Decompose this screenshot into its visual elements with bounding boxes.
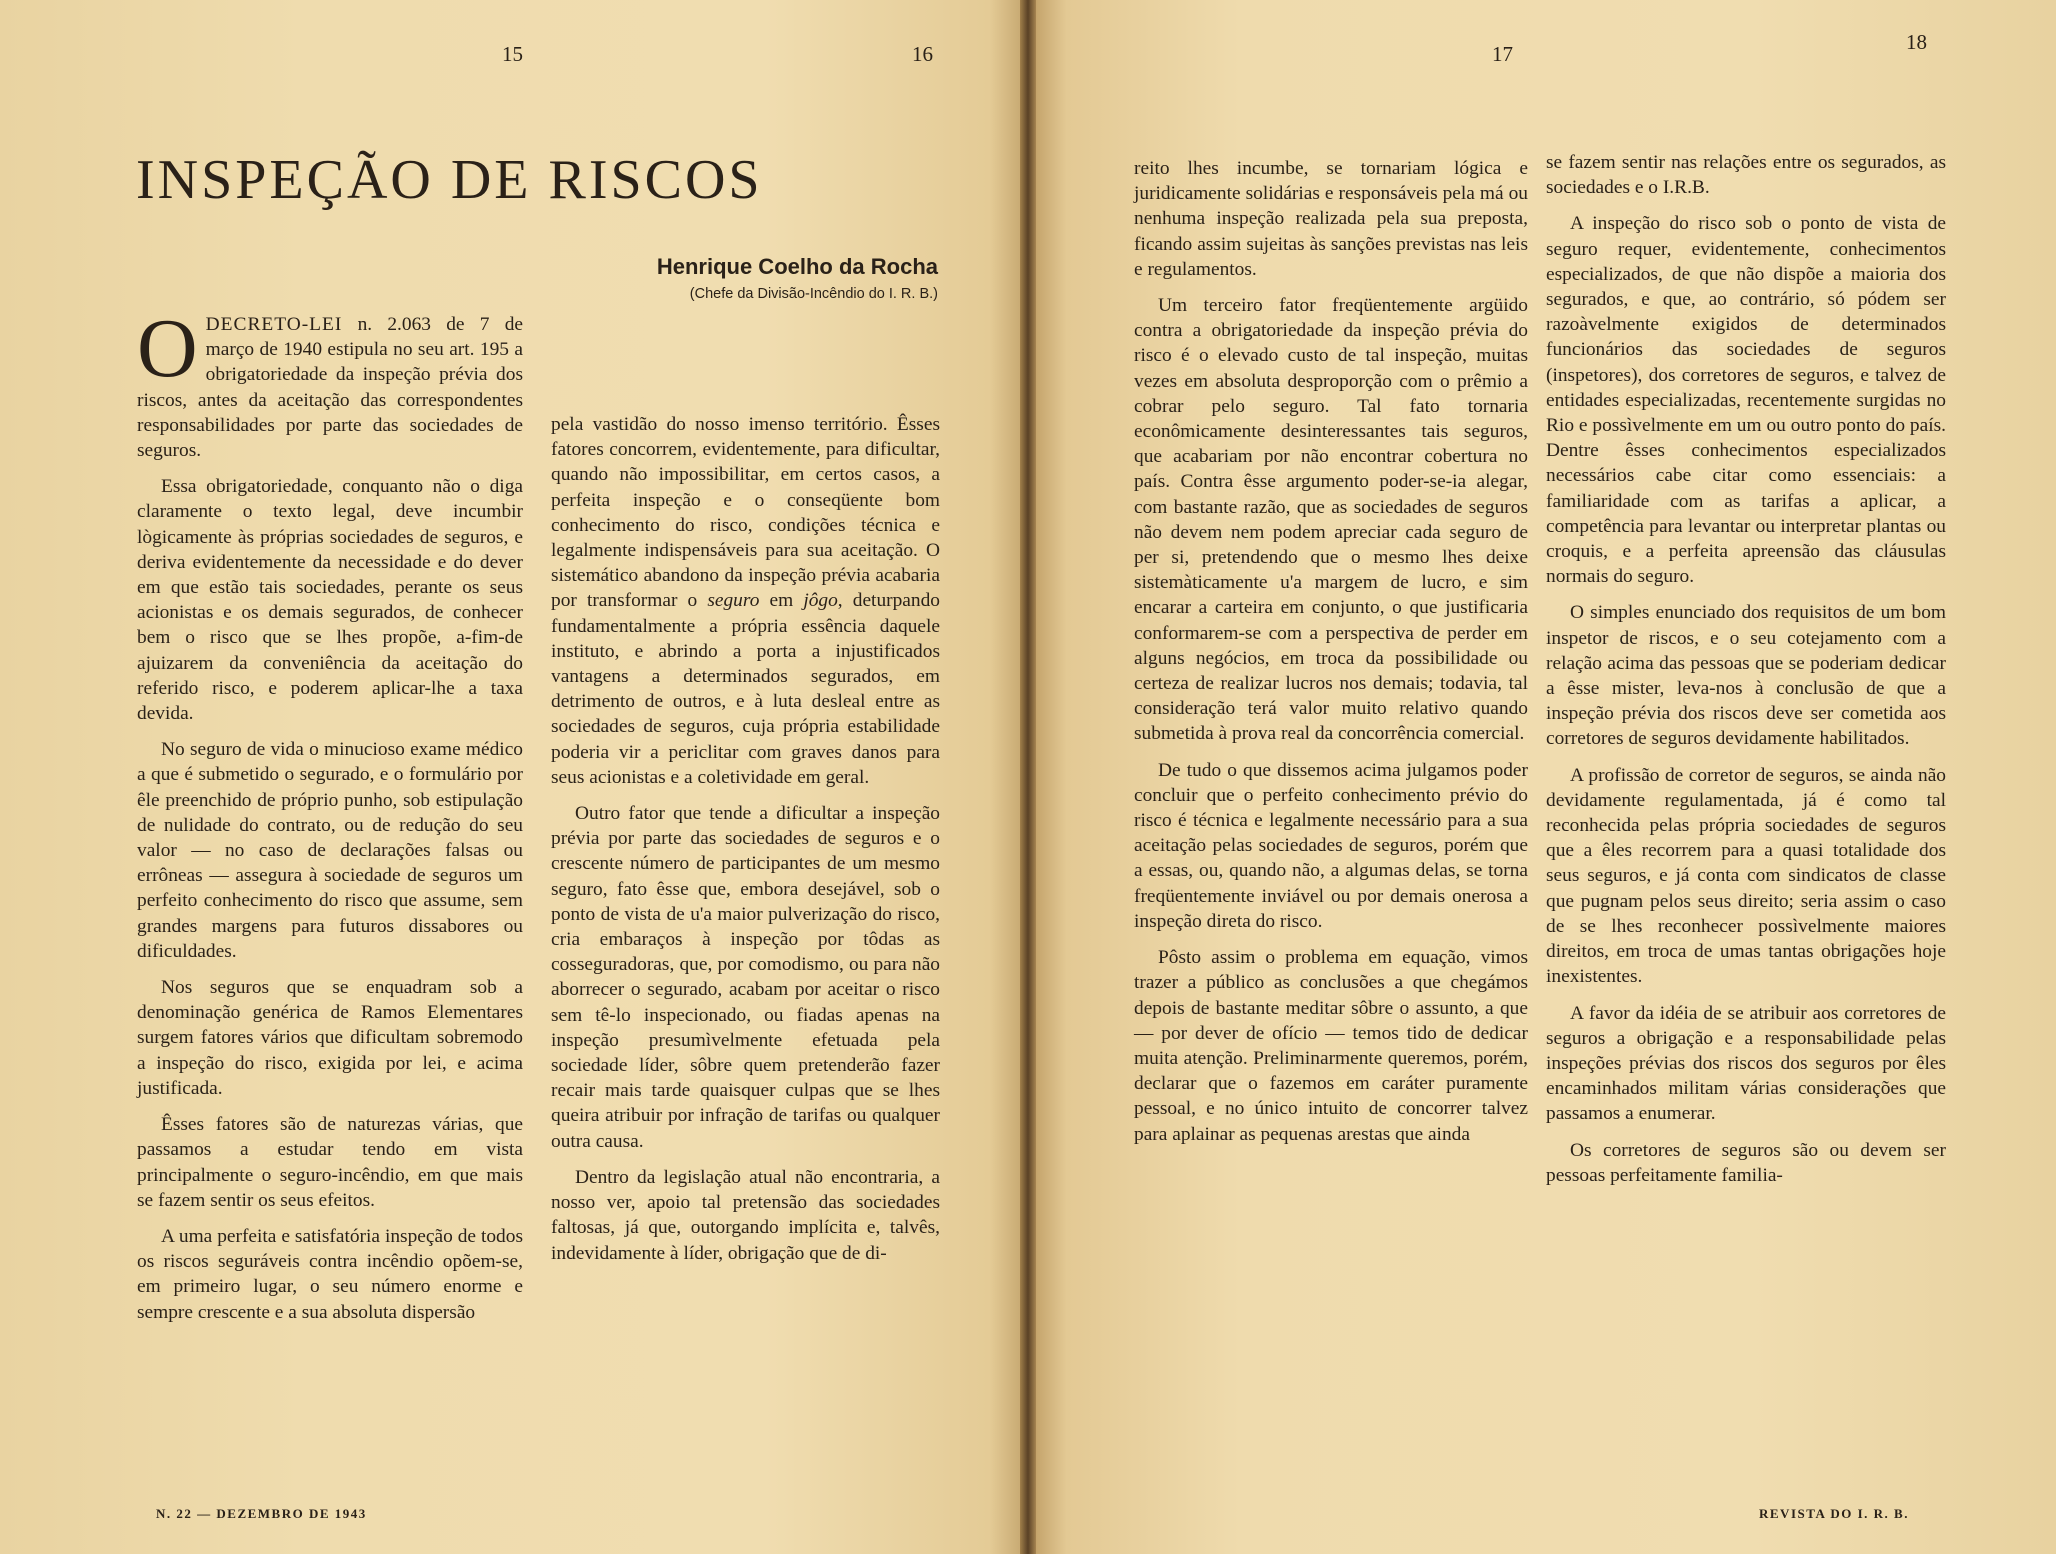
page-number-17: 17 [1492,42,1513,66]
author-name: Henrique Coelho da Rocha [656,254,938,279]
paragraph: A uma perfeita e satisfatória inspeção de todos os riscos seguráveis contra incêndio opõem-se, em primeiro lugar, o seu número enorme e sempre crescente e a sua absoluta dispersão [137,1225,523,1323]
paragraph: Êsses fatores são de naturezas várias, que passamos a estudar tendo em vista principalmente o seguro-incêndio, em que mais se fazem sentir os seus efeitos. [137,1114,523,1211]
paragraph: A favor da idéia de se atribuir aos corretores de seguros a obrigação e a responsabilidade pelas inspeções prévias dos riscos dos seguros por êles encaminhados militam várias considerações que passamos a enumerar. [1546,1002,1946,1125]
paragraph: reito lhes incumbe, se tornariam lógica e juridicamente solidárias e responsáveis pela má ou nenhuma inspeção realizada pela sua preposta, ficando assim sujeitas às sanções previstas nas leis e regulamentos. [1134,158,1528,280]
paragraph: Um terceiro fator freqüentemente argüido contra a obrigatoriedade da inspeção prévia do risco é o elevado custo de tal inspeção, muitas vezes em absoluta desproporção com o prêmio a cobrar pelo seguro. Tal fato tornaria econômicamente desinteressantes tais seguros, que acabariam por não encontrar cobertura no país. Contra êsse argumento poder-se-ia alegar, com bastante razão, que as sociedades de seguros não devem nem podem apreciar cada seguro de per si, pretendendo que o mesmo lhes deixe sistemàticamente u'a margem de lucro, e sim encarar a carteira em conjunto, o que justificaria conformarem-se com a perspectiva de perder em alguns negócios, em troca da possibilidade ou certeza de realizar lucros nos demais; todavia, tal consideração terá valor muito relativo quando submetida à prova real da concorrência comercial. [1134,295,1528,745]
column-3 [1134,156,1528,1158]
column-2 [551,412,940,1277]
paragraph: ODECRETO-LEI n. 2.063 de 7 de março de 1940 estipula no seu art. 195 a obrigatoriedade da inspeção prévia dos riscos, antes da aceitação das correspondentes responsabilidades por parte das sociedades de seguros. [137,302,523,462]
footer-issue: N. 22 — DEZEMBRO DE 1943 [156,1506,367,1521]
paragraph: De tudo o que dissemos acima julgamos poder concluir que o perfeito conhecimento prévio do risco é técnica e legalmente necessário para a sua aceitação pelas sociedades de seguros, porém que a essas, ou, quando não, a algumas delas, se torna freqüentemente inviável ou por demais onerosa a inspeção direta do risco. [1134,759,1528,932]
paragraph: O simples enunciado dos requisitos de um bom inspetor de riscos, e o seu cotejamento com a relação acima das pessoas que se poderiam dedicar a êsse mister, leva-nos à conclusão de que a inspeção prévia dos riscos deve ser cometida aos corretores de seguros devidamente habilitados. [1546,602,1946,750]
page-number-18: 18 [1906,30,1927,54]
paragraph: Essa obrigatoriedade, conquanto não o diga claramente o texto legal, deve incumbir lògicamente às próprias sociedades de seguros, e deriva evidentemente da necessidade e do dever em que estão tais sociedades, perante os seus acionistas e os demais segurados, de conhecer bem o risco que se lhes propõe, a-fim-de ajuizarem da conveniência da aceitação do referido risco, e poderem aplicar-lhe a taxa devida. [137,476,523,725]
book-gutter [1020,0,1036,1554]
author-role: (Chefe da Divisão-Incêndio do I. R. B.) [689,286,938,302]
paragraph: pela vastidão do nosso imenso território. Êsses fatores concorrem, evidentemente, para dificultar, quando não impossibilitar, em certos casos, a perfeita inspeção e o conseqüente bom conhecimento do risco, condições técnica e legalmente indispensáveis para sua aceitação. O sistemático abandono da inspeção prévia acabaria por transformar o seguro em jôgo, deturpando fundamentalmente a própria essência daquele instituto, e abrindo a porta a injustificados vantagens a determinados segurados, em detrimento de outros, e à luta desleal entre as sociedades de seguros, cuja própria estabilidade poderia vir a periclitar com graves danos para seus acionistas e a coletividade em geral. [551,414,940,788]
paragraph: No seguro de vida o minucioso exame médico a que é submetido o segurado, e o formulário por êle preenchido de próprio punho, sob estipulação de nulidade do contrato, ou de redução do seu valor — no caso de declarações falsas ou errôneas — assegura à sociedade de seguros um perfeito conhecimento do risco que assume, sem grandes margens para futuros dissabores ou dificuldades. [137,739,523,962]
right-page [1036,0,2056,1554]
paragraph: Pôsto assim o problema em equação, vimos trazer a público as conclusões a que chegámos depois de bastante meditar sôbre o assunto, a que — por dever de ofício — temos tido de dedicar muita atenção. Preliminarmente queremos, porém, declarar que o fazemos em caráter puramente pessoal, e no único intuito de concorrer talvez para aplainar as pequenas arestas que ainda [1134,947,1528,1145]
footer-journal: REVISTA DO I. R. B. [1759,1506,1909,1521]
left-page [0,0,1020,1554]
page-number-15: 15 [502,42,523,66]
column-4 [1546,150,1946,1199]
column-1 [137,302,523,1336]
paragraph: se fazem sentir nas relações entre os segurados, as sociedades e o I.R.B. [1546,152,1946,199]
page-number-16: 16 [912,42,933,66]
drop-cap: O [137,302,198,395]
paragraph: Outro fator que tende a dificultar a inspeção prévia por parte das sociedades de seguros e o crescente número de participantes de um mesmo seguro, fato êsse que, embora desejável, sob o ponto de vista de u'a maior pulverização do risco, cria embaraços à inspeção por tôdas as cosseguradoras, que, por comodismo, ou para não aborrecer o segurado, acabam por aceitar o risco sem tê-lo inspecionado, ou fiadas apenas na inspeção presumìvelmente efetuada pela sociedade líder, sôbre quem pretenderão fazer recair mais tarde quaisquer culpas que se lhes queira atribuir por infração de tarifas ou qualquer outra causa. [551,803,940,1152]
paragraph: A profissão de corretor de seguros, se ainda não devidamente regulamentada, já é como tal reconhecida pelas própria sociedades de seguros que a êles recorrem para a quasi totalidade dos seus seguros, e já conta com sindicatos de classe que pugnam pelos seus direito; seria assim o caso de se lhes reconhecer possìvelmente maiores direitos, em troca de umas tantas obrigações hoje inexistentes. [1546,764,1946,988]
paragraph: Dentro da legislação atual não encontraria, a nosso ver, apoio tal pretensão das sociedades faltosas, já que, outorgando implícita e, talvês, indevidamente à líder, obrigação que de di- [551,1166,940,1264]
paragraph: Nos seguros que se enquadram sob a denominação genérica de Ramos Elementares surgem fatores vários que dificultam sobremodo a inspeção do risco, exigida por lei, e acima justificada. [137,977,523,1099]
paragraph: A inspeção do risco sob o ponto de vista de seguro requer, evidentemente, conhecimentos especializados, de que não dispõe a maioria dos segurados, e que, ao contrário, só pódem ser razoàvelmente exigidos de determinados funcionários das sociedades de seguros (inspetores), dos corretores de seguros, e talvez de entidades especializadas, recentemente surgidas no Rio e possìvelmente em um ou outro ponto do país. Dentre êsses conhecimentos especializados necessários cabe citar como essenciais: a familiaridade com as tarifas a aplicar, a competência para levantar ou interpretar plantas ou croquis, e a perfeita apreensão das cláusulas normais do seguro. [1546,213,1946,588]
article-title: INSPEÇÃO DE RISCOS [136,149,763,211]
paragraph: Os corretores de seguros são ou devem ser pessoas perfeitamente familia- [1546,1139,1946,1186]
